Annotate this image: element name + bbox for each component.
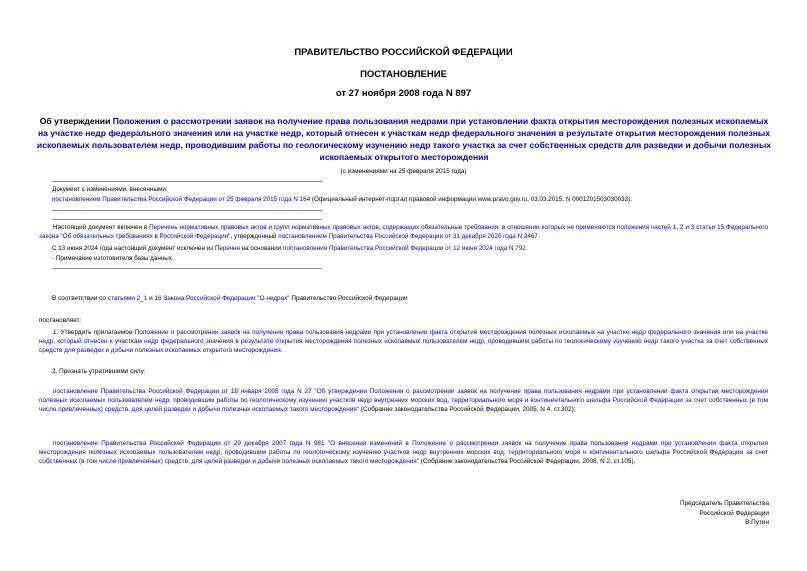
invalidated-act-2: постановление Правительства Российской Федерации от 29 декабря 2007 года N 981 "О внесении изменений в Положение о рассмотрении заявок на получение права пользования недрами при установлении факта открытия месторождения полезных ископаемых пользователем недр, проводившим работы по геологическому изучению участков недр внутренних морских вод, территориального моря и континентального шельфа Российской Федерации за счет собственных (в том числе привлеченных) средств, для целей разведки и добычи полезных ископаемых такого месторождения" (Собрание законодательства Российской Федерации, 2008, N 2, ст.105). bbox=[39, 440, 768, 465]
resolution-792-link[interactable]: постановления Правительства Российской Федерации от 12 июня 2024 года N 792 bbox=[283, 245, 526, 252]
signature-name: В.Путин bbox=[745, 519, 769, 527]
item-2: 2. Признать утратившими силу: bbox=[52, 368, 146, 375]
subsoil-law-link[interactable]: 16 Закона Российской Федерации "О недрах" bbox=[154, 295, 290, 302]
divider bbox=[52, 268, 322, 269]
item-1: 1. Утвердить прилагаемое Положение о рассмотрении заявок на получение права пользования недрами при установлении факта открытия месторождения полезных ископаемых на участке недр федерального значения или на участке недр, который отнесен к участкам недр федерального значения в результате открытия месторождения полезных ископаемых пользователем недр, проводившим работы по геологическому изучению недр такого участка за счет собственных средств для разведки и добычи полезных ископаемых открытого месторождения. bbox=[39, 329, 768, 354]
inclusion-note: Настоящий документ включен в Перечень нормативных правовых актов и групп нормативных правовых актов, содержащих обязательные требования, в отношении которых не применяются положения частей 1, 2 и 3 статьи 15 Федерального закона "Об обязательных требованиях в Российской Федерации", утвержденный постановлением Правительства Российской Федерации от 31 декабря 2020 года N 2467. bbox=[39, 224, 768, 240]
resolution-981-link[interactable]: постановление Правительства Российской Федерации от 29 декабря 2007 года N 981 "О внесении изменений в Положение о рассмотрении заявок на получение права пользования недрами при установлении факта открытия месторождения полезных ископаемых пользователем недр, проводившим работы по геологическому изучению участков недр внутренних морских вод, территориального моря и континентального шельфа Российской Федерации за счет собственных (в том числе привлеченных) средств, для целей разведки и добычи полезных ископаемых такого месторождения" bbox=[39, 440, 768, 465]
changes-line bbox=[52, 196, 772, 205]
changes-intro: Документ с изменениями, внесенными: bbox=[52, 186, 168, 193]
document-title bbox=[36, 115, 772, 163]
changes-source: (Официальный интернет-портал правовой информации www.pravo.gov.ru, 03.03.2015, N 0001201503030033). bbox=[310, 196, 632, 203]
document-type-heading: ПОСТАНОВЛЕНИЕ bbox=[360, 69, 447, 80]
title-prefix: Об утверждении bbox=[39, 116, 113, 126]
signature-position: Председатель Правительства bbox=[680, 500, 769, 507]
article-2-1-link[interactable]: статьями 2_1 bbox=[107, 295, 148, 302]
title-link[interactable]: Положения о рассмотрении заявок на получение права пользования недрами при установлении факта открытия месторождения полезных ископаемых на участке недр федерального значения или на участке недр, который отнесен к участкам недр федерального значения в результате открытия месторождения полезных ископаемых пользователем недр, проводившим работы по геологическому изучению недр такого участка за счет собственных средств для разведки и добычи полезных ископаемых открытого месторождения bbox=[36, 116, 772, 162]
invalidated-act-1: постановление Правительства Российской Федерации от 18 января 2005 года N 27 "Об утверждении Положения о рассмотрении заявок на получение права пользования недрами при установлении факта открытия месторождения полезных ископаемых пользователем недр, проводившим работы по геологическому изучению участков недр внутренних морских вод, территориального моря и континентального шельфа Российской Федерации за счет собственных (в том числе привлеченных) средств, для целей разведки и добычи полезных ископаемых такого месторождения" (Собрание законодательства Российской Федерации, 2005, N 4, ст.302); bbox=[39, 388, 768, 413]
resolution-27-link[interactable]: постановление Правительства Российской Федерации от 18 января 2005 года N 27 "Об утверждении Положения о рассмотрении заявок на получение права пользования недрами при установлении факта открытия месторождения полезных ископаемых пользователем недр, проводившим работы по геологическому изучению участков недр внутренних морских вод, территориального моря и континентального шельфа Российской Федерации за счет собственных (в том числе привлеченных) средств, для целей разведки и добычи полезных ископаемых такого месторождения" bbox=[39, 388, 768, 413]
list-link[interactable]: Перечня bbox=[214, 245, 240, 252]
signature-organization: Российской Федерации bbox=[699, 509, 769, 517]
divider bbox=[52, 210, 322, 211]
divider bbox=[52, 181, 322, 182]
revision-note: (с изменениями на 25 февраля 2015 года) bbox=[340, 168, 467, 175]
regulation-link[interactable]: Положение о рассмотрении заявок на получение права пользования недрами при установлении факта открытия месторождения полезных ископаемых на участке недр федерального значения или на участке недр, который отнесен к участкам недр федерального значения в результате открытия месторождения полезных ископаемых пользователем недр, проводившим работы по геологическому изучению недр такого участка за счет собственных средств для разведки и добычи полезных ископаемых открытого месторождения bbox=[39, 329, 768, 354]
resolution-2467-link[interactable]: постановлением Правительства Российской Федерации от 31 декабря 2020 года N 2467 bbox=[278, 232, 538, 240]
document-date-number: от 27 ноября 2008 года N 897 bbox=[335, 88, 472, 99]
divider bbox=[52, 219, 322, 220]
exclusion-note: С 13 июня 2024 года настоящий документ исключен из Перечня на основании постановления Правительства Российской Федерации от 12 июня 2024 года N 792. bbox=[52, 245, 528, 252]
db-note: - Примечание изготовителя базы данных. bbox=[52, 255, 174, 262]
basis-paragraph: В соответствии со статьями 2_1 и 16 Закона Российской Федерации "О недрах" Правительство Российской Федерации bbox=[52, 295, 408, 302]
government-heading: ПРАВИТЕЛЬСТВО РОССИЙСКОЙ ФЕДЕРАЦИИ bbox=[294, 47, 513, 58]
signature-block bbox=[680, 499, 769, 528]
mandatory-requirements-list-link[interactable]: Перечень нормативных правовых актов и групп нормативных правовых актов, содержащих обязательные требования, в отношении которых не применяются положения частей 1, 2 и 3 статьи 15 Федерального закона "Об обязательных требованиях в Российской Федерации" bbox=[39, 224, 768, 240]
resolves-text: постановляет: bbox=[39, 317, 82, 324]
changes-link[interactable]: постановлением Правительства Российской Федерации от 25 февраля 2015 года N 164 bbox=[52, 196, 311, 203]
